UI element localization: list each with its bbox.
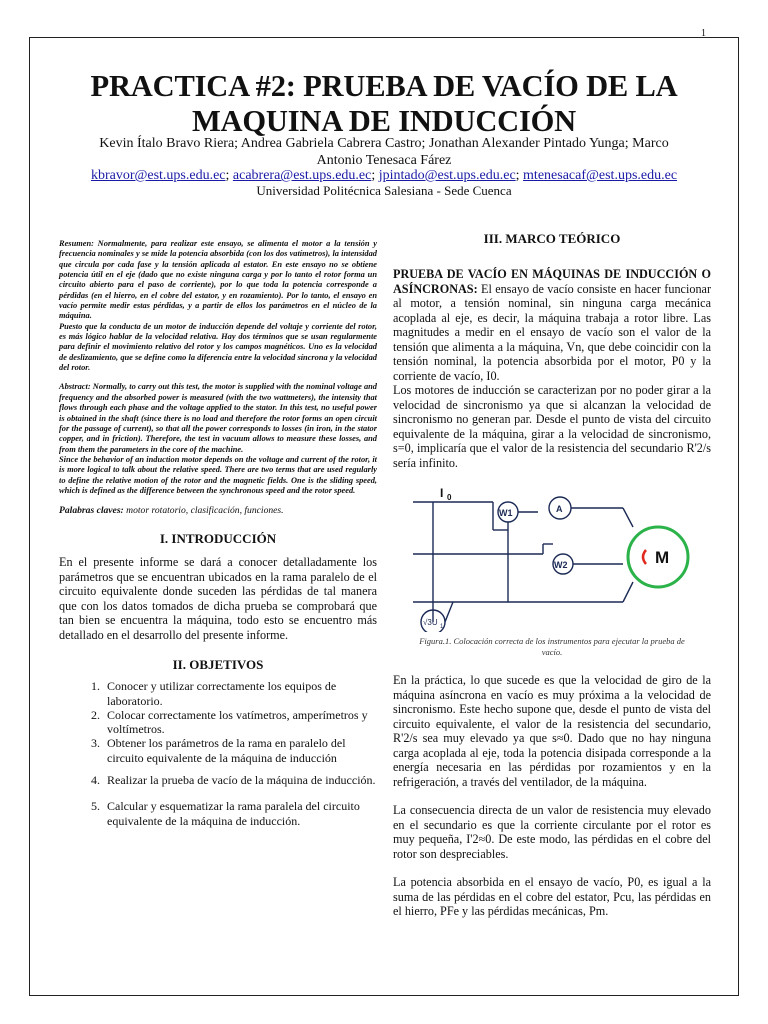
email-list: kbravor@est.ups.edu.ec; acabrera@est.ups.edu.ec; jpintado@est.ups.edu.ec; mtenesacaf@est.ups.edu.ec [90, 168, 678, 183]
keywords: Palabras claves: motor rotatorio, clasificación, funciones. [59, 505, 284, 517]
ammeter-label: A [556, 504, 563, 514]
theory-paragraph-5: La potencia absorbida en el ensayo de vacío, P0, es igual a la suma de las pérdidas en el cobre del estator, Pcu, las pérdidas en el hierro, PFe y las pérdidas mecánicas, Pm. [393, 875, 711, 918]
left-column [59, 239, 377, 828]
objectives-list [59, 679, 377, 828]
wattmeter-w2-label: W2 [554, 560, 568, 570]
abstract-es-p1: Resumen: Normalmente, para realizar este ensayo, se alimenta el motor a la tensión y frecuencia nominales y se mide la potencia absorbida (con los dos vatímetros), la intensidad que circula por cada fase y la tensión aplicada al estator. En este ensayo no se obtiene potencia útil en el eje (dado que no existe ninguna carga y por lo tanto el rotor forma un circuito abierto para el paso de corriente), por lo que toda la potencia corresponde a pérdidas (en el hierro, en el cobre del estator, y en rozamiento). Por lo tanto, el ensayo en vacío permite medir estas pérdidas, y a partir de ellos los parámetros en el núcleo de la máquina. [59, 239, 377, 321]
voltmeter-label: √3U [423, 618, 438, 627]
theory-paragraph-1: PRUEBA DE VACÍO EN MÁQUINAS DE INDUCCIÓN O ASÍNCRONAS: El ensayo de vacío consiste en hacer funcionar al motor, a tensión nominal, sin ninguna carga mecánica acoplada al eje, es decir, la máquina trabaja a rotor libre. Las magnitudes a medir en el ensayo de vacío son el valor de la tensión que alimenta a la máquina, Vn, que debe coincidir con la tensión nominal, la potencia absorbida por el motor, P0 y la corriente de vacío, I0. [393, 267, 712, 383]
email-link[interactable]: mtenesacaf@est.ups.edu.ec [523, 168, 678, 183]
wattmeter-w1-label: W1 [499, 508, 513, 518]
email-link[interactable]: jpintado@est.ups.edu.ec [378, 168, 516, 183]
current-label-sub: 0 [447, 493, 452, 502]
circuit-diagram [393, 482, 711, 632]
abstract-en-p2: Since the behavior of an induction motor depends on the voltage and current of the rotor, it is more logical to talk about the relative speed. There are two terms that are used regularly to define the relative motion of the rotor and the magnetic fields. One is the sliding speed, which is defined as the difference between the synchronous speed and the rotor speed. [59, 454, 377, 495]
email-link[interactable]: kbravor@est.ups.edu.ec [90, 168, 226, 183]
theory-paragraph-3: En la práctica, lo que sucede es que la velocidad de giro de la máquina asíncrona en vacío es muy próxima a la velocidad de sincronismo. Este hecho supone que, desde el punto de vista del circuito equivalente, el valor de la resistencia del secundario, R'2/s sea muy elevado ya que s≈0. Dado que no hay ninguna carga acoplada al eje, toda la potencia disipada corresponde a la energía necesaria en las pérdidas por rozamientos y en la refrigeración, a través del ventilador, de la máquina. [393, 673, 711, 789]
voltmeter-label-sub: 1 [440, 624, 444, 630]
abstract-es-p2: Puesto que la conducta de un motor de inducción depende del voltaje y corriente del rotor, es más lógico hablar de la velocidad relativa. Hay dos términos que se usan regularmente para definir el movimiento relativo del rotor y los campos magnéticos. Uno es la velocidad de deslizamiento, que se define como la diferencia entre la velocidad síncrona y la velocidad del rotor. [59, 321, 377, 373]
author-list: Kevin Ítalo Bravo Riera; Andrea Gabriela Cabrera Castro; Jonathan Alexander Pintado Yunga; Marco Antonio Tenesaca Fárez [99, 136, 669, 168]
section-introduction-title: I. INTRODUCCIÓN [159, 531, 277, 547]
list-item: 2. Colocar correctamente los vatímetros, amperímetros y voltímetros. [103, 708, 377, 737]
university: Universidad Politécnica Salesiana - Sede Cuenca [256, 183, 512, 198]
section-theory-title: III. MARCO TEÓRICO [483, 231, 621, 246]
page-number: 1 [701, 28, 706, 39]
theory-heading: PRUEBA DE VACÍO EN MÁQUINAS DE INDUCCIÓN O ASÍNCRONAS: [393, 267, 711, 296]
email-link[interactable]: acabrera@est.ups.edu.ec [232, 168, 372, 183]
motor-label: M [655, 548, 670, 567]
list-item: 3. Obtener los parámetros de la rama en paralelo del circuito equivalente de la máquina de inducción [103, 736, 377, 765]
list-item: 1. Conocer y utilizar correctamente los equipos de laboratorio. [103, 679, 377, 708]
list-item: 5. Calcular y esquematizar la rama paralela del circuito equivalente de la máquina de inducción. [103, 799, 377, 828]
paper-title: PRACTICA #2: PRUEBA DE VACÍO DE LA MAQUINA DE INDUCCIÓN [90, 69, 678, 138]
section-introduction-text: En el presente informe se dará a conocer detalladamente los parámetros que se encuentran ubicados en la rama paralelo de el circuito equivalente donde suceden las pérdidas de tal manera que con los datos tomados de dicha prueba se comprobará que tan bien se encuentra la máquina, todo esto se encuentro más detallado en el desarrollo del presente informe. [59, 555, 377, 642]
theory-paragraph-2: Los motores de inducción se caracterizan por no poder girar a la velocidad de sincronismo ya que si alcanzan la velocidad de sincronismo no generan par. Desde el punto de vista del circuito equivalente de la máquina, girar a la velocidad de sincronismo, s=0, implicaría que el valor de la resistencia del secundario R'2/s sería infinito. [393, 383, 711, 470]
section-objectives-title: II. OBJETIVOS [172, 657, 264, 673]
current-label: I [440, 486, 444, 500]
figure-caption: Figura.1. Colocación correcta de los instrumentos para ejecutar la prueba de vacío. [419, 636, 685, 657]
abstract-en-p1: Abstract: Normally, to carry out this test, the motor is supplied with the nominal voltage and frequency and the absorbed power is measured (with the two wattmeters), the intensity that flows through each phase and the voltage applied to the stator. In this test, no useful power is obtained in the shaft (since there is no load and therefore the rotor forms an open circuit for the passage of current), so that all the power corresponds to losses (in iron, in the stator copper, and in friction). Therefore, the test in vacuum allows to measure these losses, and from them the parameters in the core of the machine. [59, 382, 377, 454]
theory-paragraph-4: La consecuencia directa de un valor de resistencia muy elevado en el secundario es que la corriente circulante por el rotor es muy pequeña, I'2≈0. De este modo, las pérdidas en el cobre del rotor son despreciables. [393, 803, 711, 861]
list-item: 4. Realizar la prueba de vacío de la máquina de inducción. [103, 773, 377, 787]
right-column [393, 231, 711, 919]
